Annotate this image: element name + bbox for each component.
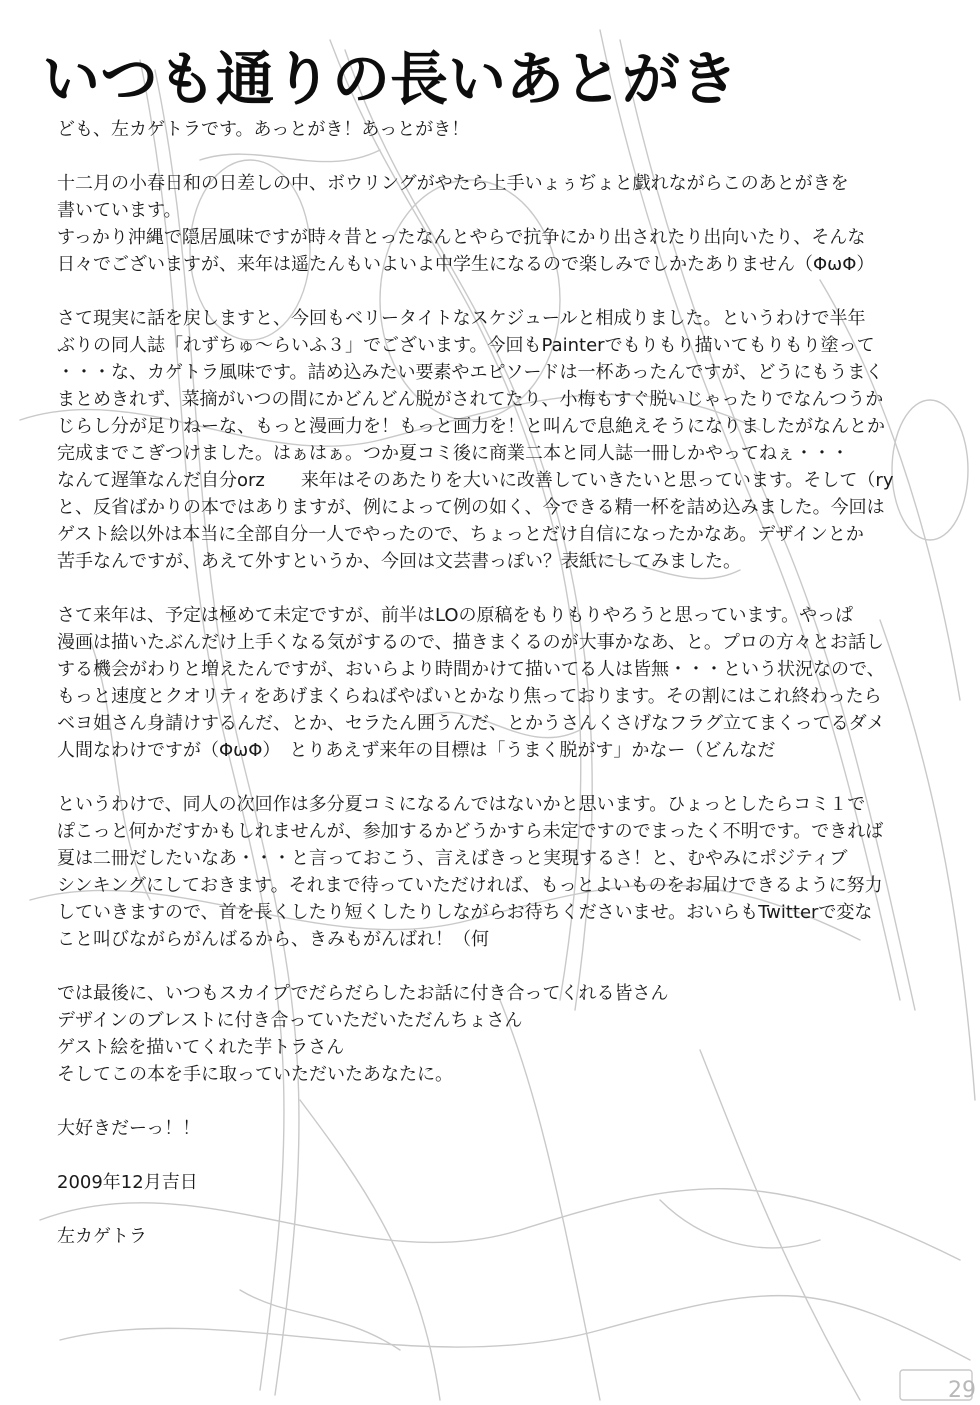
text-line: ゲスト絵以外は本当に全部自分一人でやったので、ちょっとだけ自信になったかなあ。デザインとか [57,524,864,545]
text-line: ぶりの同人誌「れずちゅ～らいふ３」でございます。今回もPainterでもりもり描いてもりもり塗って [57,335,875,356]
text-line: する機会がわりと増えたんですが、おいらより時間かけて描いてる人は皆無・・・という状況なので、 [57,659,885,680]
afterword-body [57,116,967,1250]
paragraph [57,980,967,1088]
text-line: 十二月の小春日和の日差しの中、ボウリングがやたら上手いょぅぢょと戯れながらこのあとがきを [57,173,849,194]
paragraph [57,1169,967,1196]
text-line: では最後に、いつもスカイプでだらだらしたお話に付き合ってくれる皆さん [57,983,669,1004]
text-line: まとめきれず、菜摘がいつの間にかどんどん脱がされてたり、小梅もすぐ脱いじゃったりでなんつうか [57,389,884,410]
text-line: ゲスト絵を描いてくれた芋トラさん [57,1037,345,1058]
text-line: そしてこの本を手に取っていただいたあなたに。 [57,1064,453,1085]
text-line: さて来年は、予定は極めて未定ですが、前半はLOの原稿をもりもりやろうと思っています。やっぱ [57,605,854,626]
text-line: シンキングにしておきます。それまで待っていただければ、もっとよいものをお届けできるように努力 [57,875,883,896]
paragraph [57,602,967,764]
text-line: 書いています。 [57,200,182,221]
paragraph [57,305,967,575]
date-line: 2009年12月吉日 [57,1172,198,1193]
author-signature: 左カゲトラ [57,1226,147,1247]
text-line: と、反省ばかりの本ではありますが、例によって例の如く、今できる精一杯を詰め込みました。今回は [57,497,885,518]
page-number: 29 [948,1378,976,1403]
text-line: もっと速度とクオリティをあげまくらねばやばいとかなり焦っております。その割にはこれ終わったら [57,686,882,707]
text-line: じらし分が足りねーな、もっと漫画力を！もっと画力を！と叫んで息絶えそうになりましたがなんとか [57,416,885,437]
text-line: 日々でございますが、来年は遥たんもいよいよ中学生になるので楽しみでしかたありません（ΦωΦ） [57,254,875,275]
paragraph [57,116,967,143]
text-line: すっかり沖縄で隠居風味ですが時々昔とったなんとやらで抗争にかり出されたり出向いたり、そんな [57,227,866,248]
text-line: 完成までこぎつけました。はぁはぁ。つか夏コミ後に商業二本と同人誌一冊しかやってねぇ・・・ [57,443,849,464]
text-line: 苦手なんですが、あえて外すというか、今回は文芸書っぽい？表紙にしてみました。 [57,551,741,572]
text-line: ども、左カゲトラです。あっとがき！あっとがき！ [57,119,470,140]
text-line: していきますので、首を長くしたり短くしたりしながらお待ちくださいませ。おいらもTwitterで変な [57,902,873,923]
text-line: というわけで、同人の次回作は多分夏コミになるんではないかと思います。ひょっとしたらコミ１で [57,794,866,815]
text-line: ・・・な、カゲトラ風味です。詰め込みたい要素やエピソードは一杯あったんですが、どうにもうまく [57,362,884,383]
paragraph [57,1115,967,1142]
paragraph [57,791,967,953]
text-line: 夏は二冊だしたいなあ・・・と言っておこう、言えばきっと実現するさ！と、むやみにポジティブ [57,848,848,869]
text-line: 漫画は描いたぶんだけ上手くなる気がするので、描きまくるのが大事かなあ、と。プロの方々とお話し [57,632,884,653]
text-line: 人間なわけですが（ΦωΦ） とりあえず来年の目標は「うまく脱がす」かなー（どんなだ [57,740,776,761]
text-line: こと叫びながらがんばるから、きみもがんばれ！（何 [57,929,489,950]
text-line: 大好きだーっ！！ [57,1118,201,1139]
text-line: ベヨ姐さん身請けするんだ、とか、セラたん囲うんだ、とかうさんくさげなフラグ立てまくってるダメ [57,713,885,734]
paragraph [57,170,967,278]
text-line: さて現実に話を戻しますと、今回もベリータイトなスケジュールと相成りました。というわけで半年 [57,308,866,329]
text-line: ぽこっと何かだすかもしれませんが、参加するかどうかすら未定ですのでまったく不明です。できれば [57,821,884,842]
page-title: いつも通りの長いあとがき [42,45,739,113]
text-line: デザインのブレストに付き合っていただいただんちょさん [57,1010,523,1031]
paragraph [57,1223,967,1250]
text-line: なんて遅筆なんだ自分orz 来年はそのあたりを大いに改善していきたいと思っています。そして（ry [57,470,894,491]
